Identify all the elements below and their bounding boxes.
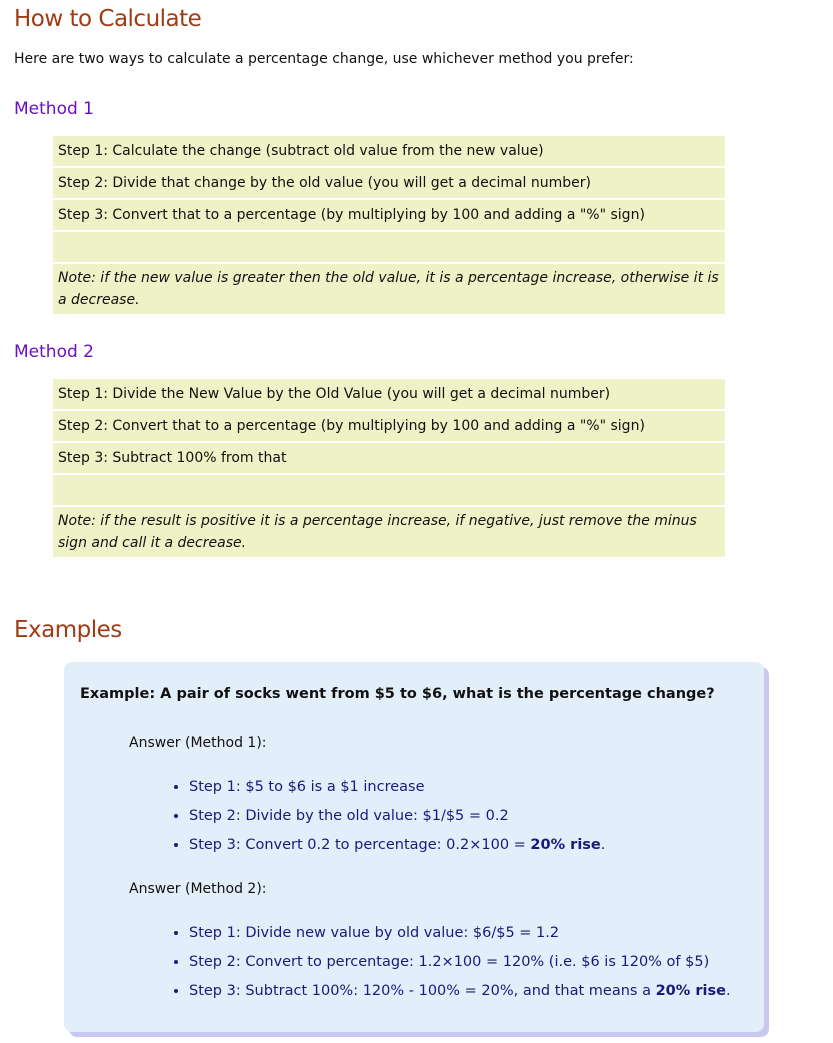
- method2-note: Note: if the result is positive it is a percentage increase, if negative, just remove the minus sign and call it a decrease.: [53, 507, 725, 557]
- method1-title: Method 1: [14, 99, 94, 119]
- answer1-step-3: • Step 3: Convert 0.2 to percentage: 0.2×100 = 20% rise.: [189, 833, 779, 857]
- answer1-step-1: • Step 1: $5 to $6 is a $1 increase: [189, 775, 779, 799]
- answer2-step-2: • Step 2: Convert to percentage: 1.2×100 = 120% (i.e. $6 is 120% of $5): [189, 950, 779, 974]
- examples-heading: Examples: [14, 617, 122, 643]
- method1-step-1: Step 1: Calculate the change (subtract old value from the new value): [53, 136, 725, 166]
- answer2-list: [170, 921, 779, 1008]
- answer2-step-3: • Step 3: Subtract 100%: 120% - 100% = 20%, and that means a 20% rise.: [189, 979, 779, 1003]
- example-question: Example: A pair of socks went from $5 to $6, what is the percentage change?: [80, 686, 715, 702]
- method2-title: Method 2: [14, 342, 94, 362]
- answer2-result: 20% rise: [655, 983, 726, 999]
- answer1-heading: Answer (Method 1):: [129, 735, 267, 751]
- method1-steps-table: [53, 134, 725, 316]
- answer1-list: [170, 775, 779, 862]
- example-box: [64, 662, 764, 1032]
- answer2-heading: Answer (Method 2):: [129, 881, 267, 897]
- method1-note: Note: if the new value is greater then the old value, it is a percentage increase, otherwise it is a decrease.: [53, 264, 725, 314]
- method2-step-1: Step 1: Divide the New Value by the Old Value (you will get a decimal number): [53, 379, 725, 409]
- method2-step-3: Step 3: Subtract 100% from that: [53, 443, 725, 473]
- method1-step-3: Step 3: Convert that to a percentage (by multiplying by 100 and adding a "%" sign): [53, 200, 725, 230]
- method2-steps-table: [53, 377, 725, 559]
- method1-step-2: Step 2: Divide that change by the old value (you will get a decimal number): [53, 168, 725, 198]
- method1-blank-row: [53, 232, 725, 262]
- answer1-step-2: • Step 2: Divide by the old value: $1/$5 = 0.2: [189, 804, 779, 828]
- method2-blank-row: [53, 475, 725, 505]
- answer1-result: 20% rise: [530, 837, 601, 853]
- method2-step-2: Step 2: Convert that to a percentage (by multiplying by 100 and adding a "%" sign): [53, 411, 725, 441]
- answer2-step-1: • Step 1: Divide new value by old value: $6/$5 = 1.2: [189, 921, 779, 945]
- intro-text: Here are two ways to calculate a percentage change, use whichever method you prefer:: [14, 51, 634, 67]
- page-title: How to Calculate: [14, 6, 202, 32]
